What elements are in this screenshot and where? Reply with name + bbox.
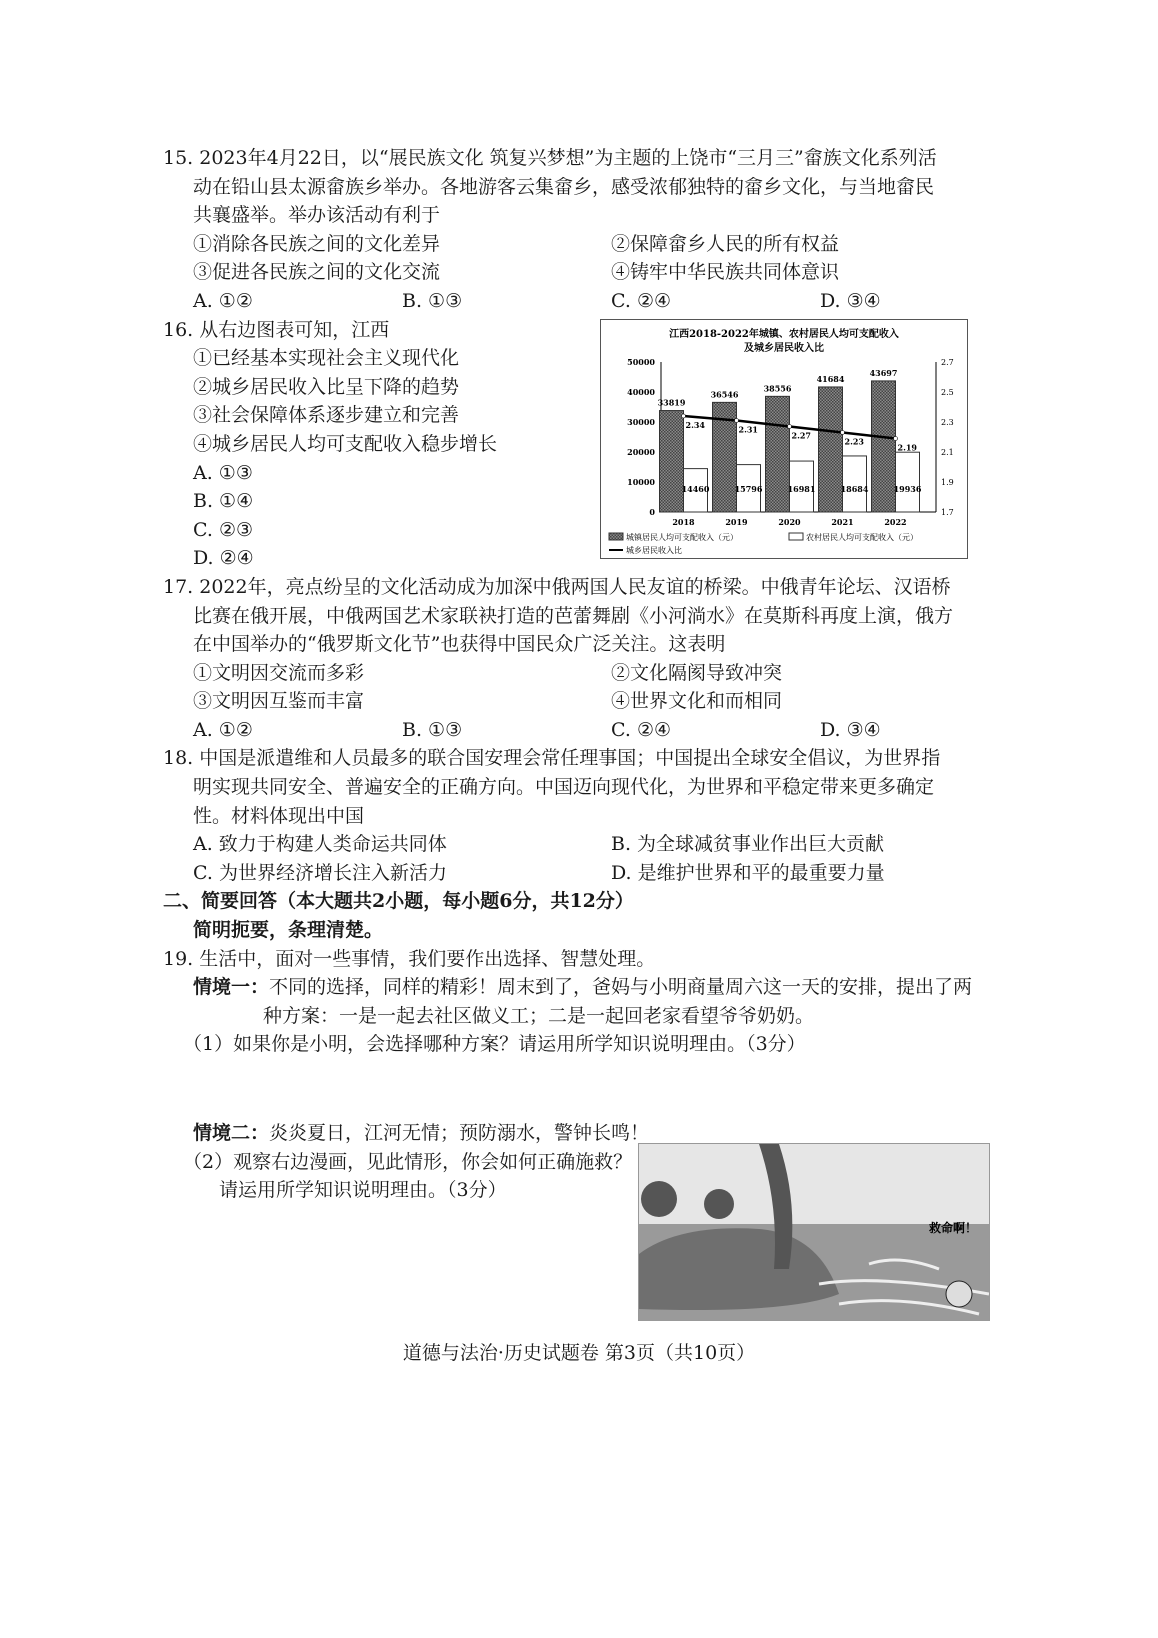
q17-line: 在中国举办的“俄罗斯文化节”也获得中国民众广泛关注。这表明	[193, 633, 726, 656]
q15-line: 动在铅山县太源畲族乡举办。各地游客云集畲乡，感受浓郁独特的畲乡文化，与当地畲民	[193, 175, 935, 198]
ratio-point	[894, 437, 898, 441]
rural-bar-label: 18684	[840, 484, 869, 494]
legend-label: 农村居民人均可支配收入（元）	[806, 533, 918, 542]
q19-part1: （1）如果你是小明，会选择哪种方案？请运用所学知识说明理由。（3分）	[183, 1033, 806, 1056]
ratio-label: 2.34	[685, 420, 705, 430]
q15-choice: D. ③④	[820, 289, 881, 312]
q15-option: ②保障畲乡人民的所有权益	[611, 232, 840, 255]
q19-part2: 请运用所学知识说明理由。（3分）	[219, 1179, 507, 1202]
q18-option: C. 为世界经济增长注入新活力	[193, 861, 447, 884]
urban-bar-label: 41684	[816, 373, 845, 384]
rural-bar	[893, 452, 922, 512]
q16-option: ③社会保障体系逐步建立和完善	[193, 404, 460, 427]
page-footer: 道德与法治·历史试题卷 第3页（共10页）	[402, 1342, 756, 1364]
section-title: 二、简要回答（本大题共2小题，每小题6分，共12分）	[163, 890, 634, 913]
urban-bar	[660, 411, 684, 512]
urban-bar-label: 33819	[657, 397, 686, 408]
y2-tick-label: 1.9	[941, 478, 954, 487]
x-tick-label: 2018	[672, 517, 695, 527]
ratio-point	[735, 419, 739, 423]
income-chart	[600, 319, 968, 559]
q15-option: ④铸牢中华民族共同体意识	[611, 261, 840, 284]
rural-bar-label: 15796	[734, 484, 763, 494]
q17-option: ①文明因交流而多彩	[193, 661, 365, 684]
ratio-point	[682, 414, 686, 418]
q16-choice: B. ①④	[193, 490, 254, 513]
q17-choice: C. ②④	[611, 718, 672, 741]
section-note: 简明扼要，条理清楚。	[193, 919, 384, 942]
ratio-label: 2.31	[738, 424, 758, 435]
q16-option: ①已经基本实现社会主义现代化	[193, 347, 460, 370]
x-tick-label: 2021	[831, 517, 854, 527]
drowning-comic	[638, 1143, 990, 1321]
y2-tick-label: 1.7	[941, 508, 954, 517]
q18-option: B. 为全球减贫事业作出巨大贡献	[611, 833, 885, 856]
q17-option: ④世界文化和而相同	[611, 690, 783, 713]
comic-speech: 救命啊！	[929, 1221, 978, 1235]
urban-bar	[819, 387, 843, 512]
chart-subtitle: 及城乡居民收入比	[744, 343, 824, 354]
y-tick-label: 20000	[627, 447, 655, 457]
x-tick-label: 2019	[725, 517, 748, 527]
urban-bar-label: 38556	[763, 383, 792, 394]
q19-stem: 19. 生活中，面对一些事情，我们要作出选择、智慧处理。	[163, 947, 656, 970]
y2-tick-label: 2.3	[941, 418, 954, 427]
q16-choice: C. ②③	[193, 518, 254, 541]
y-tick-label: 50000	[627, 357, 655, 367]
ratio-label: 2.27	[791, 430, 811, 441]
q17-line: 比赛在俄开展，中俄两国艺术家联袂打造的芭蕾舞剧《小河淌水》在莫斯科再度上演，俄方	[193, 604, 954, 627]
q15-line: 共襄盛举。举办该活动有利于	[193, 204, 441, 227]
q18-line: 性。材料体现出中国	[193, 804, 365, 827]
q16-option: ④城乡居民人均可支配收入稳步增长	[193, 432, 498, 455]
q18-option: D. 是维护世界和平的最重要力量	[611, 861, 885, 884]
q17-option: ②文化隔阂导致冲突	[611, 661, 783, 684]
urban-bar-label: 43697	[869, 367, 898, 378]
legend-label: 城镇居民人均可支配收入（元）	[626, 533, 738, 542]
scenario1-text: 不同的选择，同样的精彩！周末到了，爸妈与小明商量周六这一天的安排，提出了两	[269, 976, 973, 999]
q18-option: A. 致力于构建人类命运共同体	[193, 833, 447, 856]
y2-tick-label: 2.5	[941, 388, 954, 397]
q17-option: ③文明因互鉴而丰富	[193, 690, 365, 713]
legend-label: 城乡居民收入比	[626, 546, 682, 555]
q16-option: ②城乡居民收入比呈下降的趋势	[193, 375, 460, 398]
q17-choice: D. ③④	[820, 718, 881, 741]
legend-swatch-urban	[609, 533, 623, 540]
x-tick-label: 2022	[884, 517, 907, 527]
y-tick-label: 40000	[627, 387, 655, 397]
urban-bar-label: 36546	[710, 389, 739, 400]
q15-option: ①消除各民族之间的文化差异	[193, 232, 441, 255]
q16-choice: A. ①③	[193, 461, 253, 484]
q16-stem: 16. 从右边图表可知，江西	[163, 318, 390, 341]
q15-choice: C. ②④	[611, 289, 672, 312]
q18-line: 明实现共同安全、普遍安全的正确方向。中国迈向现代化，为世界和平稳定带来更多确定	[193, 776, 935, 799]
scenario2-text: 炎炎夏日，江河无情；预防溺水，警钟长鸣！	[269, 1122, 650, 1144]
scenario2-label: 情境二：	[193, 1122, 270, 1144]
q15-line: 15. 2023年4月22日，以“展民族文化 筑复兴梦想”为主题的上饶市“三月三”畲族文化系列活	[163, 147, 937, 169]
y-tick-label: 0	[649, 507, 655, 517]
scenario1-text: 种方案：一是一起去社区做义工；二是一起回老家看望爷爷奶奶。	[263, 1004, 815, 1027]
legend-swatch-rural	[789, 533, 803, 540]
scenario1-label: 情境一：	[193, 976, 270, 999]
y-tick-label: 30000	[627, 417, 655, 427]
rural-bar-label: 19936	[893, 484, 922, 494]
ratio-point	[841, 431, 845, 435]
exam-page	[163, 144, 993, 1205]
rural-bar-label: 14460	[681, 484, 710, 494]
q17-choice: B. ①③	[402, 718, 463, 741]
y2-tick-label: 2.1	[941, 448, 954, 457]
urban-bar	[766, 396, 790, 512]
x-tick-label: 2020	[778, 517, 801, 527]
q17-line: 17. 2022年，亮点纷呈的文化活动成为加深中俄两国人民友谊的桥梁。中俄青年论坛、汉语桥	[163, 575, 951, 598]
ratio-label: 2.19	[897, 442, 917, 453]
rural-bar-label: 16981	[787, 484, 816, 494]
q15-choice: B. ①③	[402, 289, 463, 312]
q17-choice: A. ①②	[193, 718, 253, 741]
urban-bar	[872, 381, 896, 512]
chart-title: 江西2018-2022年城镇、农村居民人均可支配收入	[669, 329, 899, 340]
q15-choice: A. ①②	[193, 289, 253, 312]
y2-tick-label: 2.7	[941, 358, 954, 367]
q15-option: ③促进各民族之间的文化交流	[193, 261, 441, 284]
ratio-point	[788, 425, 792, 429]
ratio-label: 2.23	[844, 436, 864, 447]
q18-line: 18. 中国是派遣维和人员最多的联合国安理会常任理事国；中国提出全球安全倡议，为世界指	[163, 747, 941, 770]
y-tick-label: 10000	[627, 477, 655, 487]
q19-part2: （2）观察右边漫画，见此情形，你会如何正确施救？	[183, 1150, 633, 1173]
q16-choice: D. ②④	[193, 547, 254, 570]
